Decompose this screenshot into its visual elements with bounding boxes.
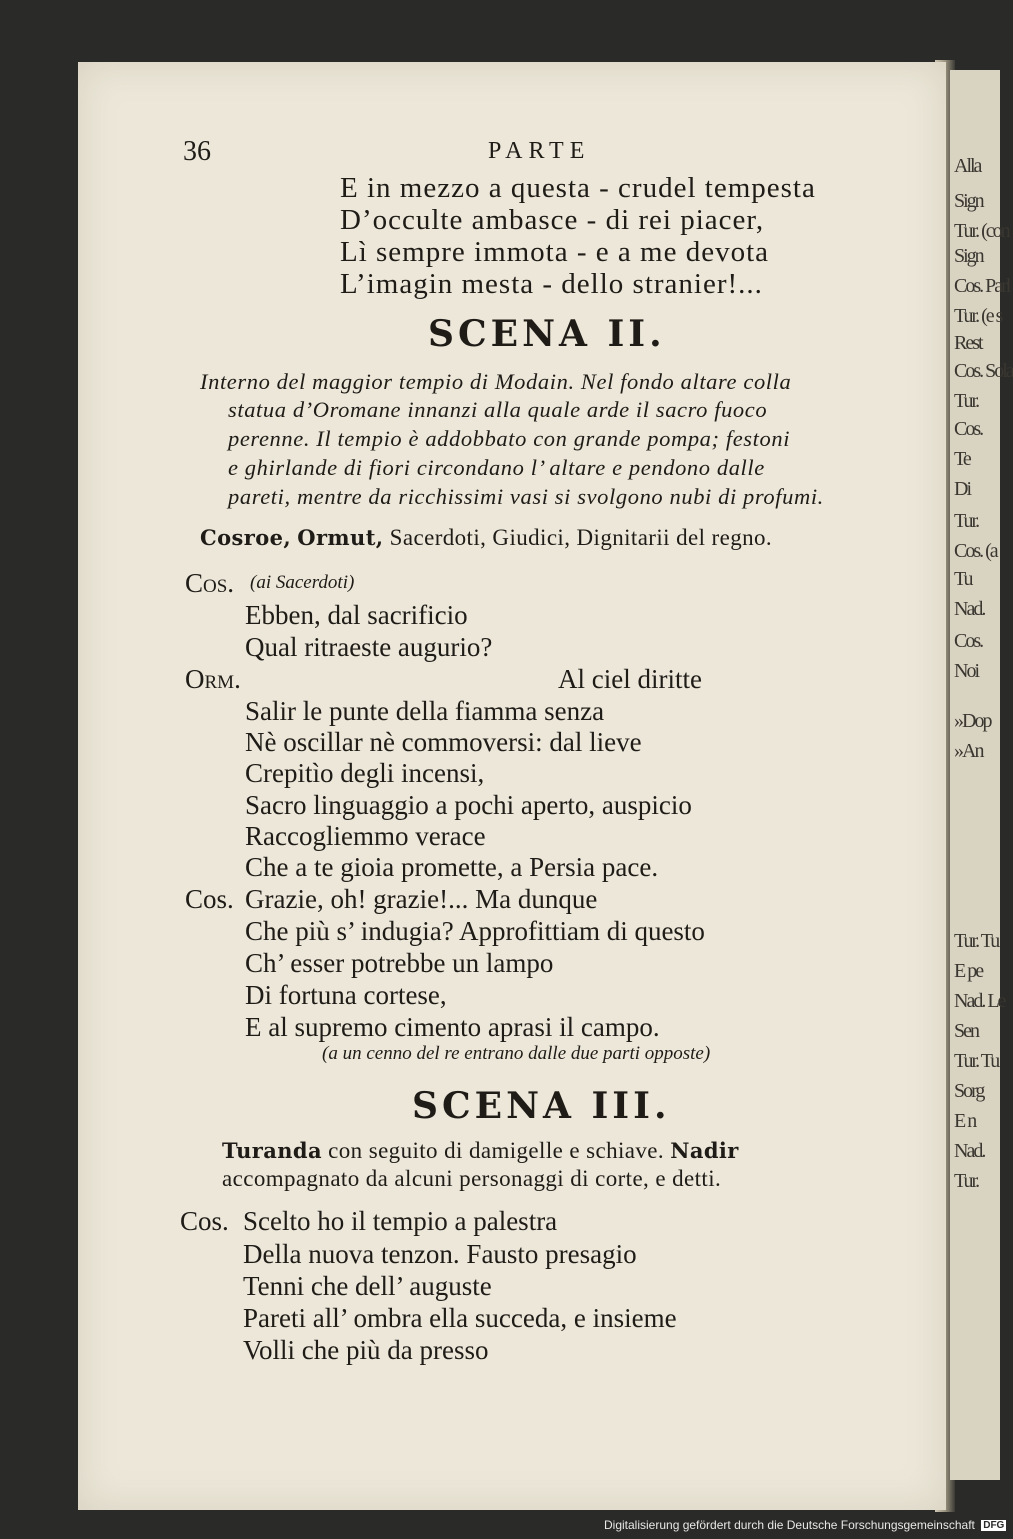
- character-name: Ormut,: [297, 525, 384, 550]
- facing-page-fragment-text: Sorg: [954, 1080, 984, 1102]
- dialogue-line: Al ciel diritte: [558, 664, 702, 694]
- facing-page-fragment-text: Nad. Le: [954, 990, 1005, 1012]
- facing-page-fragment-text: Tur. (con: [954, 220, 1009, 242]
- character-name: Nadir: [670, 1138, 739, 1163]
- facing-page-fragment-text: E n: [954, 1110, 976, 1132]
- dialogue-line: Scelto ho il tempio a palestra: [243, 1206, 558, 1236]
- facing-page-fragment-text: Tur.: [954, 1170, 979, 1192]
- running-head: PARTE: [488, 138, 591, 164]
- dfg-logo-icon: DFG: [983, 1520, 1005, 1532]
- digitization-credit: [604, 1518, 1006, 1532]
- stage-direction-line: statua d’Oromane innanzi alla quale arde il sacro fuoco: [228, 397, 768, 422]
- dialogue-line: Della nuova tenzon. Fausto presagio: [243, 1239, 637, 1269]
- facing-page-fragment-text: Sen: [954, 1020, 978, 1042]
- facing-page-fragment-text: Tur. (e s: [954, 305, 1002, 327]
- facing-page-fragment-text: Te: [954, 448, 970, 470]
- stage-direction-line: pareti, mentre da ricchissimi vasi si svolgono nubi di profumi.: [228, 484, 824, 509]
- facing-page-fragment-text: Alla: [954, 155, 981, 177]
- facing-page-fragment-text: E pe: [954, 960, 983, 982]
- facing-page-fragment-text: Cos. Sola: [954, 360, 1013, 382]
- dialogue-line: Crepitìo degli incensi,: [245, 758, 485, 788]
- dialogue-line: Che a te gioia promette, a Persia pace.: [245, 852, 659, 882]
- dialogue-line: Ch’ esser potrebbe un lampo: [245, 948, 554, 978]
- cast-rest: Sacerdoti, Giudici, Dignitarii del regno.: [389, 525, 773, 550]
- speaker-label: Cos.: [180, 1206, 229, 1236]
- facing-page-fragment: [950, 70, 1013, 1480]
- dialogue-line: Ebben, dal sacrificio: [245, 600, 468, 630]
- dialogue-line: Volli che più da presso: [243, 1335, 489, 1365]
- facing-page-fragment-text: Tur. Tu: [954, 1050, 999, 1072]
- facing-page-fragment-text: Sign: [954, 245, 983, 267]
- facing-page-fragment-text: Tur.: [954, 390, 979, 412]
- speaker-label: Cos.: [185, 568, 235, 598]
- dialogue-line: Qual ritraeste augurio?: [245, 632, 493, 662]
- dialogue-line: Pareti all’ ombra ella succeda, e insieme: [243, 1303, 677, 1333]
- dialogue-line: Nè oscillar nè commoversi: dal lieve: [245, 727, 642, 757]
- scene-title: SCENA II.: [428, 313, 666, 355]
- facing-page-fragment-text: Di: [954, 478, 970, 500]
- speaker-label: Orm.: [185, 664, 241, 694]
- character-name: Turanda: [222, 1138, 322, 1163]
- cast-mid: con seguito di damigelle e schiave.: [328, 1138, 665, 1163]
- facing-page-fragment-text: Tur. Tu: [954, 930, 999, 952]
- cast-line: accompagnato da alcuni personaggi di corte, e detti.: [222, 1166, 722, 1191]
- cast-list: [200, 525, 772, 551]
- speaker-label: Cos.: [185, 884, 234, 914]
- verse-line: Lì sempre immota - e a me devota: [340, 236, 769, 268]
- dialogue-line: Di fortuna cortese,: [245, 980, 447, 1010]
- facing-page-fragment-text: Tur.: [954, 510, 979, 532]
- facing-page-fragment-text: »Dop: [954, 710, 991, 732]
- dialogue-line: Salir le punte della fiamma senza: [245, 696, 605, 726]
- facing-page-fragment-text: Cos.: [954, 630, 983, 652]
- verse-line: L’imagin mesta - dello stranier!...: [340, 268, 763, 300]
- facing-page-fragment-text: Tu: [954, 568, 972, 590]
- dialogue-line: Raccogliemmo verace: [245, 821, 486, 851]
- closing-direction: (a un cenno del re entrano dalle due parti opposte): [322, 1043, 711, 1064]
- verse-line: E in mezzo a questa - crudel tempesta: [340, 172, 816, 204]
- credit-text: Digitalisierung gefördert durch die Deutsche Forschungsgemeinschaft: [604, 1518, 975, 1532]
- stage-direction-line: Interno del maggior tempio di Modain. Nel fondo altare colla: [200, 369, 792, 394]
- facing-page-fragment-text: »An: [954, 740, 983, 762]
- stage-direction-line: perenne. Il tempio è addobbato con grande pompa; festoni: [228, 426, 791, 451]
- facing-page-fragment-text: Cos. (a: [954, 540, 997, 562]
- scene-title: SCENA III.: [412, 1085, 671, 1127]
- stage-direction-line: e ghirlande di fiori circondano l’ altare e pendono dalle: [228, 455, 765, 480]
- verse-line: D’occulte ambasce - di rei piacer,: [340, 204, 765, 236]
- page-number: 36: [183, 136, 211, 167]
- dialogue-line: Grazie, oh! grazie!... Ma dunque: [245, 884, 598, 914]
- facing-page-fragment-text: Cos. Parl: [954, 275, 1010, 297]
- dialogue-line: Tenni che dell’ auguste: [243, 1271, 492, 1301]
- facing-page-fragment-text: Noi: [954, 660, 978, 682]
- dialogue-line: E al supremo cimento aprasi il campo.: [245, 1012, 660, 1042]
- character-name: Cosroe,: [200, 525, 292, 550]
- facing-page-fragment-text: Rest: [954, 332, 982, 354]
- dialogue-line: Che più s’ indugia? Approfittiam di questo: [245, 916, 705, 946]
- dialogue-line: Sacro linguaggio a pochi aperto, auspicio: [245, 790, 692, 820]
- aside-direction: (ai Sacerdoti): [250, 572, 355, 593]
- facing-page-fragment-text: Cos.: [954, 418, 983, 440]
- facing-page-fragment-text: Nad.: [954, 598, 985, 620]
- facing-page-fragment-text: Sign: [954, 190, 983, 212]
- facing-page-fragment-text: Nad.: [954, 1140, 985, 1162]
- cast-list: [222, 1138, 739, 1164]
